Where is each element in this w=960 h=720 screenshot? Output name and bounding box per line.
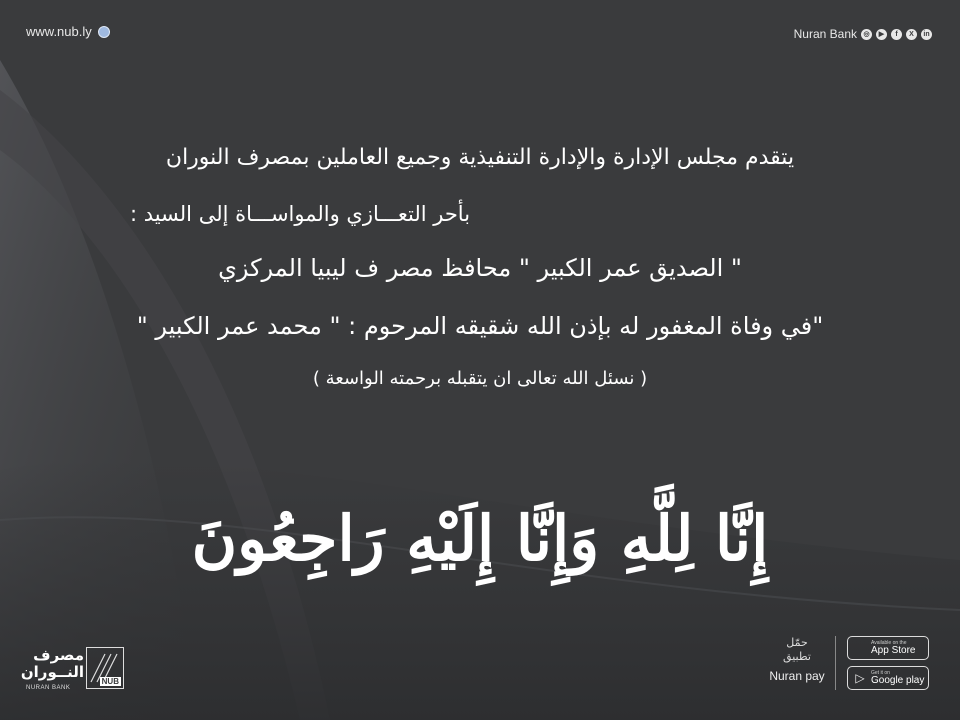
app-store-big-text: App Store xyxy=(871,644,916,656)
brand-name: Nuran Bank xyxy=(793,27,857,41)
google-play-big-text: Google play xyxy=(871,674,925,686)
logo-nub-text: NUB xyxy=(101,677,119,686)
message-line-5 xyxy=(60,368,900,389)
message-line-3 xyxy=(60,254,900,282)
message-line-2-text: بأحر التعـــازي والمواســـاة إلى السيد : xyxy=(129,202,471,226)
message-line-5-text: ( نسئل الله تعالى ان يتقبله برحمته الواسعة ) xyxy=(312,368,648,389)
logo-arabic-line-1: مصرف xyxy=(33,646,84,664)
x-icon[interactable]: X xyxy=(906,29,917,40)
google-play-small-text: Get it on xyxy=(871,669,890,676)
message-line-1-text: يتقدم مجلس الإدارة والإدارة التنفيذية وجميع العاملين بمصرف النوران xyxy=(165,145,795,170)
message-line-1 xyxy=(60,145,900,170)
website-text: www.nub.ly xyxy=(26,24,92,39)
app-store-button[interactable] xyxy=(847,636,929,660)
social-bar xyxy=(794,27,932,41)
message-line-4-text: "في وفاة المغفور له بإذن الله شقيقه المرحوم : " محمد عمر الكبير " xyxy=(136,312,824,340)
calligraphy-text: إِنَّا لِلَّهِ وَإِنَّا إِلَيْهِ رَاجِعُونَ xyxy=(191,502,769,575)
promo-divider xyxy=(835,636,836,690)
logo-english: NURAN BANK xyxy=(26,685,71,691)
instagram-icon[interactable]: ◎ xyxy=(861,29,872,40)
globe-icon xyxy=(98,26,110,38)
nuran-pay-promo xyxy=(762,636,832,688)
google-play-label xyxy=(871,671,924,686)
pay-arabic-line-2: تطبيق xyxy=(783,650,811,663)
logo-arabic xyxy=(20,646,84,681)
google-play-button[interactable] xyxy=(847,666,929,690)
app-store-label xyxy=(871,641,915,656)
website-url[interactable] xyxy=(26,24,110,39)
nuran-bank-logo xyxy=(20,645,126,697)
play-icon: ▷ xyxy=(855,671,865,685)
pay-name: Nuran pay xyxy=(769,669,825,683)
youtube-icon[interactable]: ▶ xyxy=(876,29,887,40)
linkedin-icon[interactable]: in xyxy=(921,29,932,40)
pay-arabic xyxy=(762,636,832,664)
message-line-4 xyxy=(60,312,900,340)
logo-mark xyxy=(86,647,124,689)
message-line-3-text: " الصديق عمر الكبير " محافظ مصر ف ليبيا المركزي xyxy=(218,254,742,282)
app-store-small-text: Available on the xyxy=(871,639,907,646)
calligraphy-image xyxy=(191,450,769,620)
message-line-2 xyxy=(60,202,900,226)
facebook-icon[interactable]: f xyxy=(891,29,902,40)
logo-arabic-line-2: النــوران xyxy=(20,663,84,681)
pay-arabic-line-1: حمّل xyxy=(786,636,808,649)
